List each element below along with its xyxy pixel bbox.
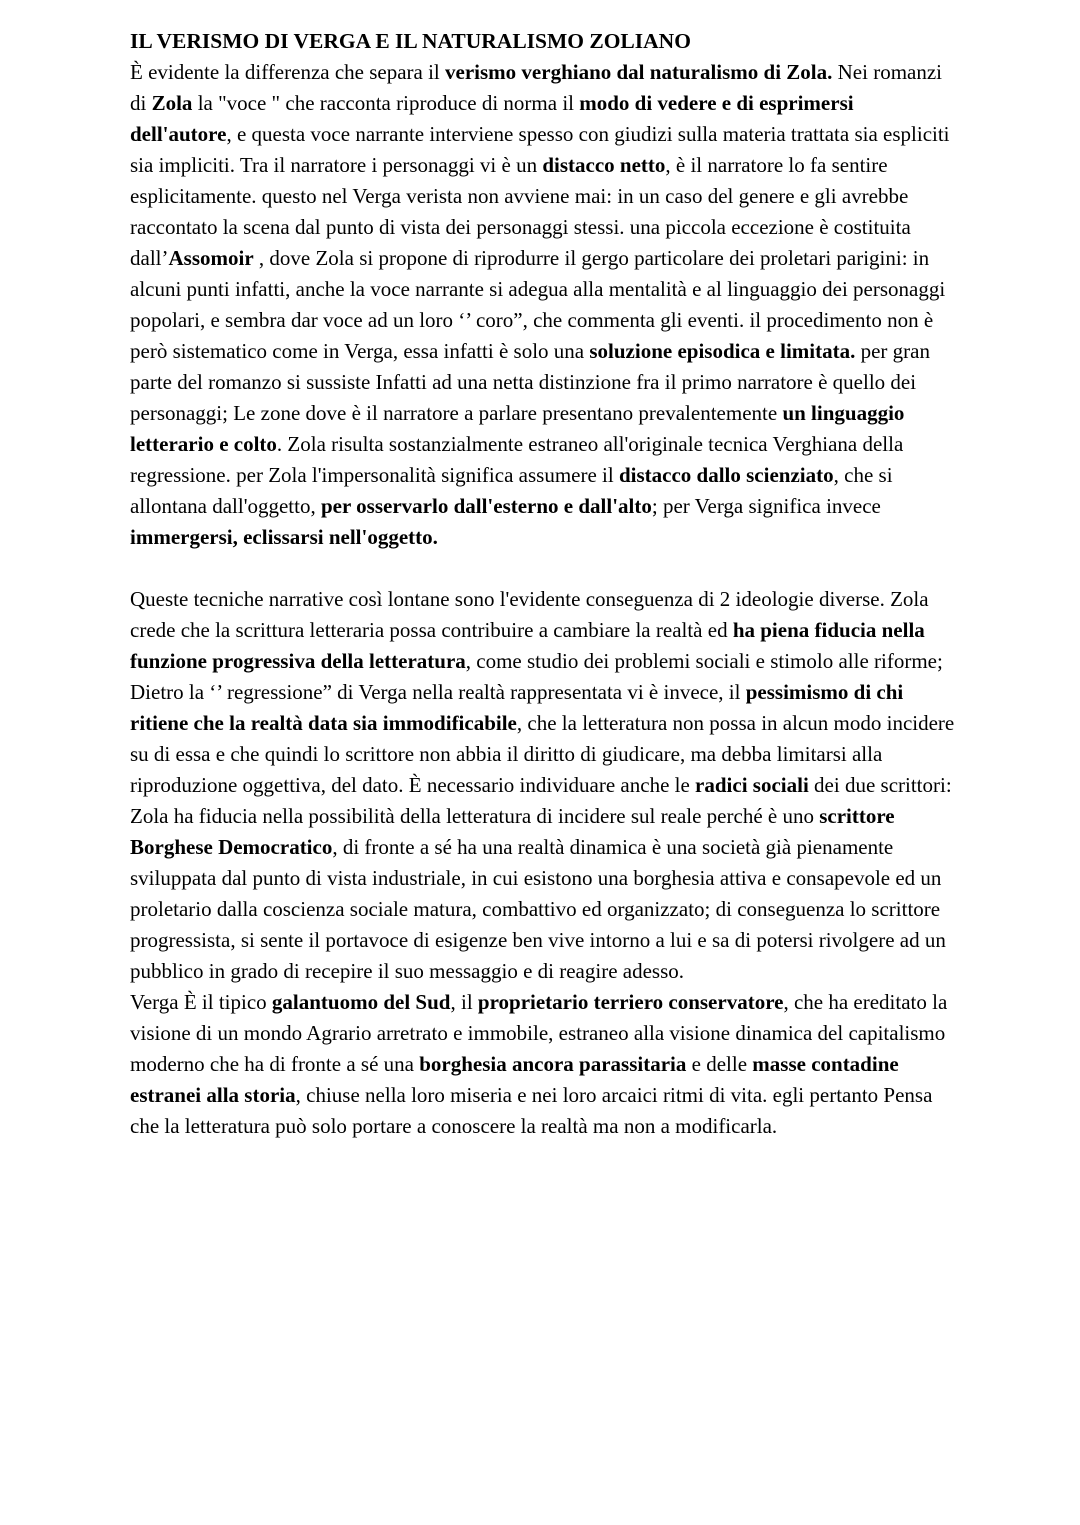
- text-segment: Queste tecniche narrative così lontane sono l'evidente conseguenza di 2 ideologie diverse. Zola crede che la scrittura letteraria possa contribuire a cambiare la realtà ed: [130, 587, 929, 642]
- bold-text-segment: per osservarlo dall'esterno e dall'alto: [320, 494, 652, 518]
- bold-text-segment: pessimismo di chi ritiene che la realtà data sia immodificabile: [130, 680, 904, 735]
- text-segment: la "voce " che racconta riproduce di norma il: [192, 91, 580, 115]
- bold-text-segment: radici sociali: [695, 773, 809, 797]
- bold-text-segment: Assomoir: [168, 246, 254, 270]
- text-segment: , chiuse nella loro miseria e nei loro arcaici ritmi di vita. egli pertanto Pensa che la letteratura può solo portare a conoscere la realtà ma non a modificarla.: [130, 1083, 933, 1138]
- text-segment: È evidente la differenza che separa il: [130, 60, 446, 84]
- text-segment: , il: [450, 990, 478, 1014]
- text-segment: , e questa voce narrante interviene spesso con giudizi sulla materia trattata sia espliciti sia impliciti. Tra il narratore i personaggi vi è un: [130, 122, 950, 177]
- text-segment: , che la letteratura non possa in alcun modo incidere su di essa e che quindi lo scrittore non abbia il diritto di giudicare, ma debba limitarsi alla riproduzione oggettiva, del dato. È necessario individuare anche le: [130, 711, 955, 797]
- bold-text-segment: proprietario terriero conservatore: [477, 990, 784, 1014]
- bold-text-segment: distacco netto: [542, 153, 666, 177]
- bold-text-segment: un linguaggio letterario e colto: [130, 401, 905, 456]
- paragraph-verga-social-roots: [130, 987, 960, 1142]
- paragraph-spacer: [130, 553, 960, 584]
- paragraph-ideologies: [130, 584, 960, 987]
- bold-text-segment: galantuomo del Sud: [271, 990, 451, 1014]
- text-segment: per gran parte del romanzo si sussiste Infatti ad una netta distinzione fra il primo narratore è quello dei personaggi; Le zone dove è il narratore a parlare presentano prevalentemente: [130, 339, 930, 425]
- text-segment: ; per Verga significa invece: [651, 494, 881, 518]
- text-segment: Nei romanzi di: [130, 60, 943, 115]
- document-title: IL VERISMO DI VERGA E IL NATURALISMO ZOLIANO: [130, 29, 691, 53]
- bold-text-segment: borghesia ancora parassitaria: [419, 1052, 687, 1076]
- text-segment: e delle: [686, 1052, 753, 1076]
- bold-text-segment: distacco dallo scienziato: [618, 463, 834, 487]
- text-segment: dei due scrittori: Zola ha fiducia nella possibilità della letteratura di incidere sul reale perché è uno: [130, 773, 952, 828]
- text-segment: . Zola risulta sostanzialmente estraneo all'originale tecnica Verghiana della regressione. per Zola l'impersonalità significa assumere il: [130, 432, 904, 487]
- text-segment: Verga È il tipico: [130, 990, 272, 1014]
- bold-text-segment: soluzione episodica e limitata.: [589, 339, 856, 363]
- paragraph-narrative-technique: [130, 57, 960, 553]
- bold-text-segment: Zola: [151, 91, 193, 115]
- text-segment: , che si allontana dall'oggetto,: [130, 463, 893, 518]
- bold-text-segment: ha piena fiducia nella funzione progressiva della letteratura: [130, 618, 925, 673]
- text-segment: , che ha ereditato la visione di un mondo Agrario arretrato e immobile, estraneo alla visione dinamica del capitalismo moderno che ha di fronte a sé una: [130, 990, 948, 1076]
- text-segment: , come studio dei problemi sociali e stimolo alle riforme; Dietro la ‘’ regressione” di Verga nella realtà rappresentata vi è invece, il: [130, 649, 943, 704]
- bold-text-segment: scrittore Borghese Democratico: [130, 804, 895, 859]
- text-segment: , di fronte a sé ha una realtà dinamica è una società già pienamente sviluppata dal punto di vista industriale, in cui esistono una borghesia attiva e consapevole ed un proletario dalla coscienza sociale matura, combattivo ed organizzato; di conseguenza lo scrittore progressista, si sente il portavoce di esigenze ben vive intorno a lui e sa di potersi rivolgere ad un pubblico in grado di recepire il suo messaggio e di reagire adesso.: [130, 835, 946, 983]
- bold-text-segment: immergersi, eclissarsi nell'oggetto.: [130, 525, 438, 549]
- bold-text-segment: modo di vedere e di esprimersi dell'autore: [130, 91, 854, 146]
- bold-text-segment: masse contadine estranei alla storia: [130, 1052, 899, 1107]
- text-segment: , dove Zola si propone di riprodurre il gergo particolare dei proletari parigini: in alcuni punti infatti, anche la voce narrante si adegua alla mentalità e al linguaggio dei personaggi popolari, e sembra dar voce ad un loro ‘’ coro”, che commenta gli eventi. il procedimento non è però sistematico come in Verga, essa infatti è solo una: [130, 246, 946, 363]
- text-segment: , è il narratore lo fa sentire esplicitamente. questo nel Verga verista non avviene mai: in un caso del genere e gli avrebbe raccontato la scena dal punto di vista dei personaggi stessi. una piccola eccezione è costituita dall’: [130, 153, 911, 270]
- document-page: [130, 26, 960, 1142]
- bold-text-segment: verismo verghiano dal naturalismo di Zola.: [445, 60, 833, 84]
